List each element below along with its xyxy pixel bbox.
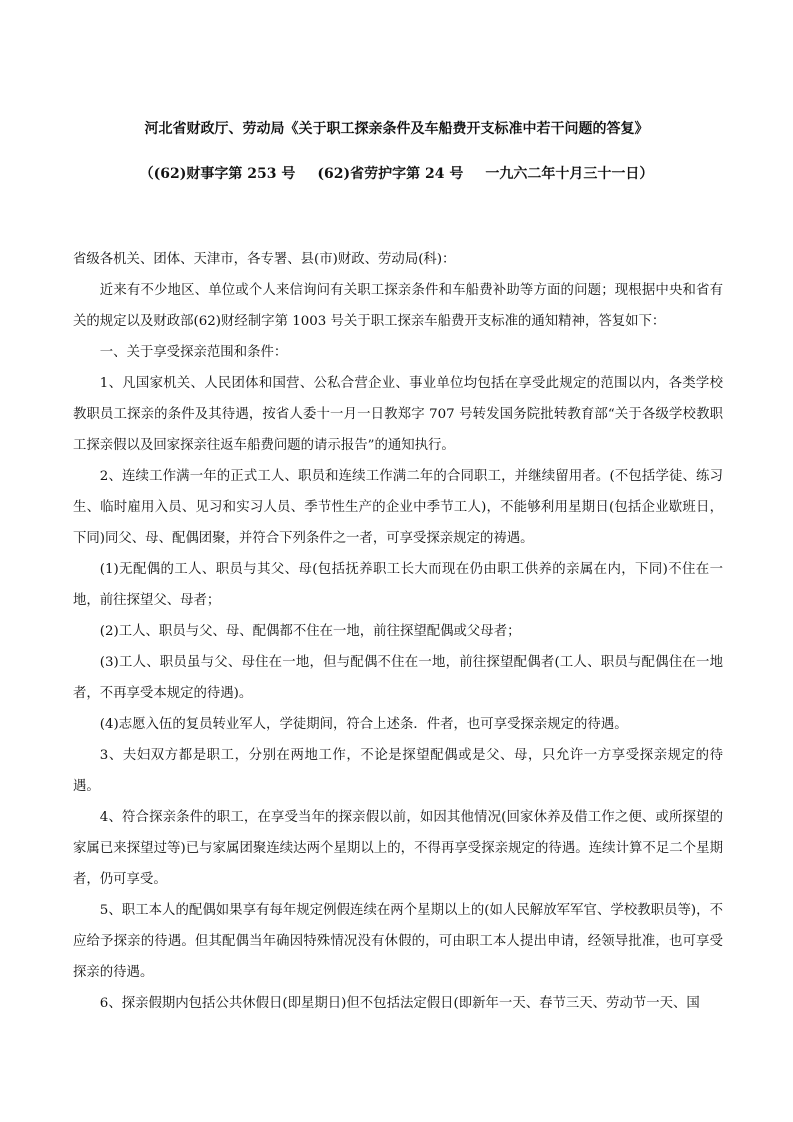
- document-subtitle: [0, 164, 793, 184]
- paragraph: (4)志愿入伍的复员转业军人，学徒期间，符合上述条．件者，也可享受探亲规定的待遇。: [99, 717, 628, 732]
- paragraph: 3、夫妇双方都是职工，分别在两地工作，不论是探望配偶或是父、母，只允许一方享受探亲规定的待遇。: [73, 748, 723, 794]
- paragraph: (2)工人、职员与父、母、配偶都不住在一地，前往探望配偶或父母者；: [99, 624, 521, 639]
- paragraph: 5、职工本人的配偶如果享有每年规定例假连续在两个星期以上的(如人民解放军军官、学校教职员等)，不应给予探亲的待遇。但其配偶当年确因特殊情况没有休假的，可由职工本人提出申请，经领导批准，也可享受探亲的待遇。: [73, 903, 723, 980]
- document-title: 河北省财政厅、劳动局《关于职工探亲条件及车船费开支标准中若干问题的答复》: [144, 121, 649, 137]
- paragraph: 4、符合探亲条件的职工，在享受当年的探亲假以前，如因其他情况(回家休养及借工作之便、或所探望的家属已来探望过等)已与家属团聚连续达两个星期以上的，不得再享受探亲规定的待遇。连续计算不足二个星期者，仍可享受。: [73, 810, 723, 887]
- paragraph: 2、连续工作满一年的正式工人、职员和连续工作满二年的合同职工，并继续留用者。(不包括学徒、练习生、临时雇用入员、见习和实习人员、季节性生产的企业中季节工人)，不能够利用星期日(包括企业歇班日，下同)同父、母、配偶团聚，并符合下列条件之一者，可享受探亲规定的祷遇。: [73, 469, 723, 546]
- paragraph: (1)无配偶的工人、职员与其父、母(包括抚养职工长大而现在仍由职工供养的亲属在内，下同)不住在一地，前往探望父、母者；: [73, 562, 723, 608]
- salutation: 省级各机关、团体、天津市，各专署、县(市)财政、劳动局(科)：: [73, 252, 456, 267]
- paragraph: 近来有不少地区、单位或个人来信询问有关职工探亲条件和车船费补助等方面的问题；现根据中央和省有关的规定以及财政部(62)财经制字第 1003 号关于职工探亲车船费开支标准的通知精神，答复如下：: [73, 283, 723, 329]
- document-number-labor: (62)省劳护字第 24 号: [317, 166, 464, 182]
- paragraph: (3)工人、职员虽与父、母住在一地，但与配偶不住在一地，前往探望配偶者(工人、职员与配偶住在一地者，不再享受本规定的待遇)。: [73, 655, 723, 701]
- section-heading: 一、关于享受探亲范围和条件：: [99, 345, 288, 360]
- document-body: [73, 244, 723, 1019]
- document-number-finance: （(62)财事字第 253 号: [139, 166, 296, 182]
- paragraph: 6、探亲假期内包括公共休假日(即星期日)但不包括法定假日(即新年一天、春节三天、劳动节一天、国: [99, 996, 700, 1011]
- document-date: 一九六二年十月三十一日）: [485, 166, 654, 182]
- paragraph: 1、凡国家机关、人民团体和国营、公私合营企业、事业单位均包括在享受此规定的范围以内，各类学校教职员工探亲的条件及其待遇，按省人委十一月一日教郑字 707 号转发国务院批转教育部“关于各级学校教职工探亲假以及回家探亲往返车船费问题的请示报告”的通知执行。: [73, 376, 723, 453]
